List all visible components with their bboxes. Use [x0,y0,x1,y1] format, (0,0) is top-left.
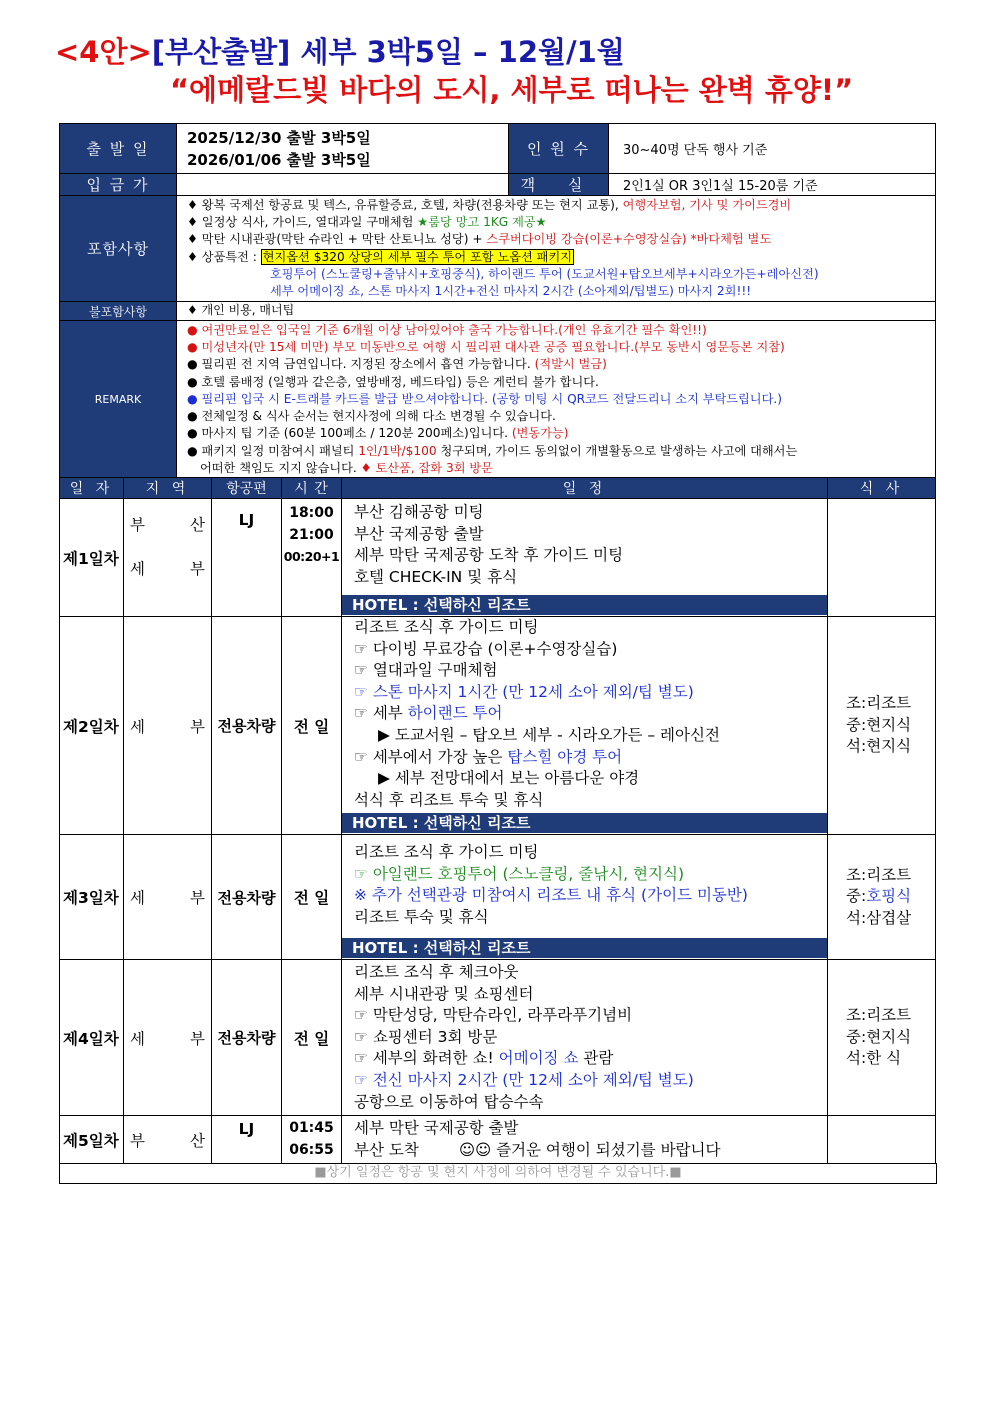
excluded-value: ♦ 개인 비용, 매너팁 [177,302,936,321]
remark-list [177,321,936,479]
document-title [55,30,625,71]
day-schedule: 세부 막탄 국제공항 출발 부산 도착 ☺☺ 즐거운 여행이 되셨기를 바랍니다 [342,1116,828,1164]
header-meal: 식 사 [828,478,936,499]
price-value [177,174,509,196]
day-times: 01:45 06:55 [282,1116,342,1164]
included-line: ♦ 일정상 식사, 가이드, 열대과일 구매체험 ★룸당 망고 1KG 제공★ [187,214,547,229]
itinerary-day-1 [60,499,936,617]
remark-line: ● 필리핀 전 지역 금연입니다. 지정된 장소에서 흡연 가능합니다. (적발시 벌금) [187,357,607,372]
hotel-bar: HOTEL : 선택하신 리조트 [342,938,827,958]
people-label: 인 원 수 [509,124,609,174]
included-line: 호핑투어 (스노쿨링+줄낚시+호핑중식), 하이랜드 투어 (도교서원+탑오브세부+시라오가든+레아신전) [270,266,819,281]
remark-line: ● 패키지 일정 미참여시 패널티 1인/1박/$100 청구되며, 가이드 동의없이 개별활동으로 발생하는 사고에 대해서는 [187,443,798,458]
excluded-label: 불포함사항 [60,302,177,321]
header-day: 일 자 [60,478,124,499]
day-label: 제4일차 [60,960,124,1116]
remark-line: ● 전체일정 & 식사 순서는 현지사정에 의해 다소 변경될 수 있습니다. [187,409,556,424]
itinerary-day-3 [60,835,936,960]
itinerary-day-4 [60,960,936,1116]
included-line: ♦ 막탄 시내관광(막탄 슈라인 + 막탄 산토니뇨 성당) + 스쿠버다이빙 강습(이론+수영장실습) *바다체험 별도 [187,232,772,247]
included-list [177,196,936,302]
people-value: 30~40명 단독 행사 기준 [609,124,936,174]
departure-date-2: 2026/01/06 출발 3박5일 [187,150,371,169]
day-time: 전 일 [282,617,342,835]
slogan: “에메랄드빛 바다의 도시, 세부로 떠나는 완벽 휴양!” [170,73,854,107]
special-offer-highlight: 현지옵션 $320 상당의 세부 필수 투어 포함 노옵션 패키지 [262,249,572,264]
departure-date-1: 2025/12/30 출발 3박5일 [187,128,371,147]
day-flight: LJ [212,499,282,617]
remark-line: ● 필리핀 입국 시 E-트래블 카드를 발급 받으셔야합니다. (공항 미팅 시 QR코드 전달드리니 소지 부탁드립니다.) [187,391,782,406]
itinerary-day-5 [60,1116,936,1164]
day-schedule: 부산 김해공항 미팅 부산 국제공항 출발 세부 막탄 국제공항 도착 후 가이드 미팅 호텔 CHECK-IN 및 휴식 HOTEL : 선택하신 리조트 [342,499,828,617]
day-flight: LJ [212,1116,282,1164]
route-title: [부산출발] 세부 3박5일 – 12월/1월 [151,35,625,69]
day-meals [828,1116,936,1164]
day-flight: 전용차량 [212,835,282,960]
day-region: 부 산 [124,1116,212,1164]
included-line: ♦ 상품특전 : 현지옵션 $320 상당의 세부 필수 투어 포함 노옵션 패키지 [187,249,572,264]
remark-line: 어떠한 책임도 지지 않습니다. ♦ 토산품, 잡화 3회 방문 [200,461,493,476]
remark-label: REMARK [60,321,177,479]
remark-line: ● 미성년자(만 15세 미만) 부모 미동반으로 여행 시 필리핀 대사관 공증 필요합니다.(부모 동반시 영문등본 지참) [187,339,785,354]
day-time: 전 일 [282,960,342,1116]
day-region: 세 부 [124,835,212,960]
day-times: 18:00 21:00 00:20+1 [282,499,342,617]
hotel-bar: HOTEL : 선택하신 리조트 [342,595,827,615]
remark-line: ● 마사지 팁 기준 (60분 100페소 / 120분 200페소)입니다. (변동가능) [187,426,569,441]
day-label: 제2일차 [60,617,124,835]
day-region: 세 부 [124,617,212,835]
header-time: 시 간 [282,478,342,499]
day-label: 제3일차 [60,835,124,960]
itinerary-day-2 [60,617,936,835]
day-flight: 전용차량 [212,960,282,1116]
day-meals: 조:리조트 중:현지식 석:현지식 [828,617,936,835]
day-label: 제1일차 [60,499,124,617]
room-label: 객 실 [509,174,609,196]
day-meals: 조:리조트 중:현지식 석:한 식 [828,960,936,1116]
header-region: 지 역 [124,478,212,499]
day-schedule: 리조트 조식 후 가이드 미팅 ☞ 다이빙 무료강습 (이론+수영장실습) ☞ 열대과일 구매체험 ☞ 스톤 마사지 1시간 (만 12세 소아 제외/팁 별도) ☞ 세부 하이랜드 투어 ▶ 도교서원 – 탑오브 세부 - 시라오가든 – 레아신전 ☞ 세부에서 가장 높은 탑스힐 야경 투어 ▶ 세부 전망대에서 보는 아름다운 야경 석식 후 리조트 투숙 및 휴식 HOTEL : 선택하신 리조트 [342,617,828,835]
day-schedule: 리조트 조식 후 체크아웃 세부 시내관광 및 쇼핑센터 ☞ 막탄성당, 막탄슈라인, 라푸라푸기념비 ☞ 쇼핑센터 3회 방문 ☞ 세부의 화려한 쇼! 어메이징 쇼 관람 ☞ 전신 마사지 2시간 (만 12세 소아 제외/팁 별도) 공항으로 이동하여 탑승수속 [342,960,828,1116]
departure-dates [177,124,509,174]
day-schedule: 리조트 조식 후 가이드 미팅 ☞ 아일랜드 호핑투어 (스노클링, 줄낚시, 현지식) ※ 추가 선택관광 미참여시 리조트 내 휴식 (가이드 미동반) 리조트 투숙 및 휴식 HOTEL : 선택하신 리조트 [342,835,828,960]
day-meals: 조:리조트 중:호핑식 석:삼겹살 [828,835,936,960]
day-time: 전 일 [282,835,342,960]
header-flight: 항공편 [212,478,282,499]
plan-label: <4안> [55,35,152,69]
day-region: 세 부 [124,960,212,1116]
info-table [59,123,936,479]
day-label: 제5일차 [60,1116,124,1164]
day-meals [828,499,936,617]
day-flight: 전용차량 [212,617,282,835]
included-label: 포함사항 [60,196,177,302]
remark-line: ● 호텔 룸배정 (일행과 같은층, 옆방배정, 베드타입) 등은 게런티 불가 합니다. [187,374,599,389]
included-line: 세부 어메이징 쇼, 스톤 마사지 1시간+전신 마사지 2시간 (소아제외/팁별도) 마사지 2회!!! [270,284,752,299]
itinerary-header [60,478,936,499]
room-value: 2인1실 OR 3인1실 15-20룸 기준 [609,174,936,196]
header-schedule: 일 정 [342,478,828,499]
included-line: ♦ 왕복 국제선 항공료 및 텍스, 유류할증료, 호텔, 차량(전용차량 또는 현지 교통), 여행자보험, 기사 및 가이드경비 [187,197,792,212]
price-label: 입 금 가 [60,174,177,196]
remark-line: ● 여권만료일은 입국일 기준 6개월 이상 남아있어야 출국 가능합니다.(개인 유효기간 필수 확인!!) [187,322,707,337]
day-region: 부 산 세 부 [124,499,212,617]
hotel-bar: HOTEL : 선택하신 리조트 [342,813,827,833]
itinerary-table [59,477,936,1164]
departure-label: 출 발 일 [60,124,177,174]
footer-note: ■상기 일정은 항공 및 현지 사정에 의하여 변경될 수 있습니다.■ [59,1163,937,1184]
